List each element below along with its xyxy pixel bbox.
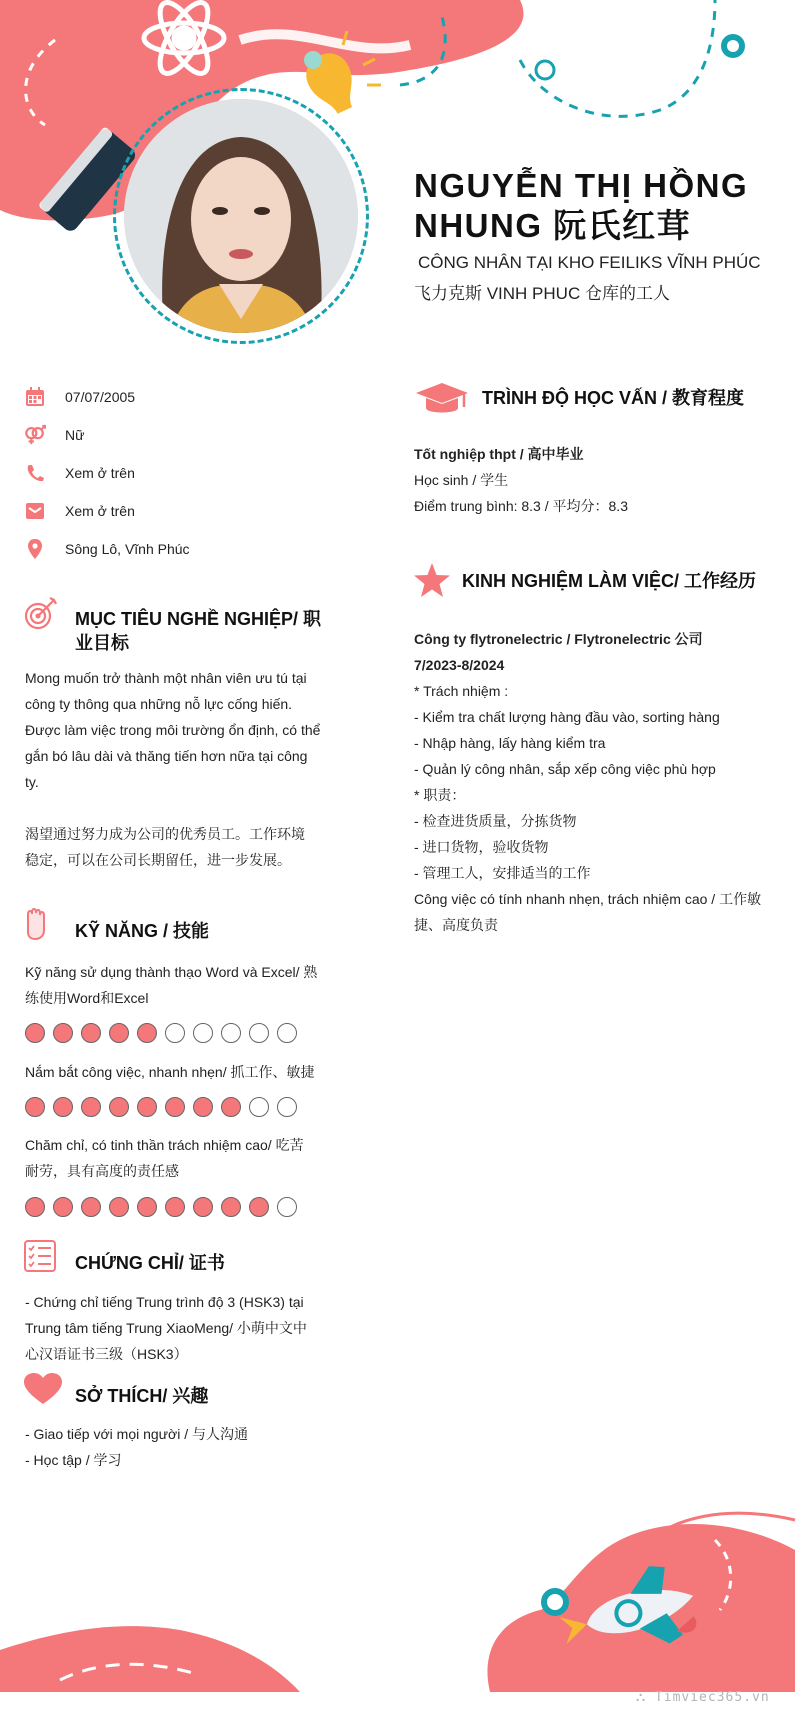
objective-line: 渴望通过努力成为公司的优秀员工。工作环境 [25,826,305,842]
rating-dot-empty [277,1023,297,1043]
skill-label-line: 练使用Word和Excel [25,990,149,1006]
certificate-line: Trung tâm tiếng Trung XiaoMeng/ 小萌中文中 [25,1320,307,1336]
rating-dot-filled [221,1097,241,1117]
objective-line: 稳定，可以在公司长期留任，进一步发展。 [25,852,291,868]
education-title: TRÌNH ĐỘ HỌC VẤN / 教育程度 [482,388,745,408]
experience-line: - 管理工人，安排适当的工作 [414,865,591,881]
rating-dot-filled [81,1097,101,1117]
rating-dot-empty [221,1023,241,1043]
profile-photo [124,99,358,333]
rating-dot-filled [25,1197,45,1217]
hobbies-text [25,1421,325,1473]
rating-dot-filled [193,1097,213,1117]
rating-dot-filled [81,1197,101,1217]
objective-title: MỤC TIÊU NGHỀ NGHIỆP/ 职业目标 [75,609,322,653]
email-icon [24,500,46,522]
location-text: Sông Lô, Vĩnh Phúc [65,541,190,557]
rating-dot-filled [137,1197,157,1217]
objective-line: Mong muốn trở thành một nhân viên ưu tú tại [25,670,307,686]
objective-line: công ty thông qua những nỗ lực cống hiến. [25,696,293,712]
rating-dot-filled [109,1023,129,1043]
objective-line [25,795,325,821]
experience-line: * 职责： [414,787,466,803]
skill-label-line: 耐劳，具有高度的责任感 [25,1163,179,1179]
education-line: Học sinh / 学生 [414,472,509,488]
experience-line: Công việc có tính nhanh nhẹn, trách nhiệm cao / 工作敏 [414,891,762,907]
certificates-text [25,1289,325,1367]
rating-dot-empty [193,1023,213,1043]
experience-line: - 检查进货质量，分拣货物 [414,813,577,829]
rating-dot-filled [165,1197,185,1217]
rating-dot-filled [221,1197,241,1217]
skill-label-line: Kỹ năng sử dụng thành thạo Word và Excel/ 熟 [25,964,318,980]
target-icon [24,596,58,630]
objective-line: ty. [25,774,39,790]
footer-decoration [0,1480,800,1711]
info-birthday [24,385,136,409]
location-icon [24,538,46,560]
skill-3-label [25,1132,325,1184]
hobby-line: - Giao tiếp với mọi người / 与人沟通 [25,1426,249,1442]
watermark: ⛬ Timviec365.vn [636,1690,770,1705]
skill-label-line: Nắm bắt công việc, nhanh nhẹn/ 抓工作、敏捷 [25,1064,315,1080]
gender-icon [24,424,46,446]
objective-line: Được làm việc trong môi trường ổn định, có thể [25,722,321,738]
rating-dot-filled [193,1197,213,1217]
objective-line: gắn bó lâu dài và thăng tiến hơn nữa tại công [25,748,308,764]
hobby-line: - Học tập / 学习 [25,1452,122,1468]
rating-dot-empty [249,1097,269,1117]
hobbies-title: SỞ THÍCH/ 兴趣 [75,1386,209,1406]
birthday-text: 07/07/2005 [65,389,136,405]
graduation-cap-icon [414,381,470,417]
certificates-title: CHỨNG CHỈ/ 证书 [75,1253,225,1273]
experience-period: 7/2023-8/2024 [414,657,505,673]
email-text: Xem ở trên [65,503,135,519]
education-school: Tốt nghiệp thpt / 高中毕业 [414,446,584,462]
skill-label-line: Chăm chỉ, có tinh thần trách nhiệm cao/ 吃苦 [25,1137,304,1153]
info-phone [24,461,135,485]
rating-dot-filled [109,1097,129,1117]
education-line: Điểm trung bình: 8.3 / 平均分：8.3 [414,498,628,514]
experience-line: - Nhập hàng, lấy hàng kiểm tra [414,735,606,751]
rating-dot-filled [81,1023,101,1043]
rating-dot-filled [249,1197,269,1217]
objective-text [25,665,325,873]
phone-icon [24,462,46,484]
info-location [24,537,190,561]
skill-3-rating [25,1197,297,1217]
rating-dot-filled [25,1097,45,1117]
skill-2-label [25,1059,325,1085]
experience-title: KINH NGHIỆM LÀM VIỆC/ 工作经历 [462,571,757,591]
checklist-icon [24,1240,56,1272]
fist-icon [24,908,48,940]
skill-1-rating [25,1023,297,1043]
rating-dot-empty [277,1197,297,1217]
experience-text [414,626,794,938]
rating-dot-filled [165,1097,185,1117]
rating-dot-filled [137,1097,157,1117]
gender-text: Nữ [65,427,85,443]
certificate-line: - Chứng chỉ tiếng Trung trình độ 3 (HSK3) tại [25,1294,304,1310]
profile-photo-frame [113,88,369,344]
rating-dot-filled [53,1023,73,1043]
skill-2-rating [25,1097,297,1117]
info-gender [24,423,85,447]
rating-dot-filled [109,1197,129,1217]
rating-dot-filled [53,1097,73,1117]
skill-1-label [25,959,325,1011]
phone-text: Xem ở trên [65,465,135,481]
portrait-placeholder-icon [124,99,358,333]
experience-line: - Quản lý công nhân, sắp xếp công việc phù hợp [414,761,716,777]
experience-line: 捷、高度负责 [414,917,498,933]
certificate-line: 心汉语证书三级（HSK3） [25,1346,188,1362]
experience-line: - Kiểm tra chất lượng hàng đầu vào, sorting hàng [414,709,720,725]
rating-dot-filled [137,1023,157,1043]
rating-dot-filled [53,1197,73,1217]
rating-dot-empty [165,1023,185,1043]
experience-line: - 进口货物，验收货物 [414,839,549,855]
rating-dot-filled [25,1023,45,1043]
job-title-vi: CÔNG NHÂN TẠI KHO FEILIKS VĨNH PHÚC [418,253,761,272]
experience-company: Công ty flytronelectric / Flytronelectric 公司 [414,631,703,647]
experience-line: * Trách nhiệm : [414,683,509,699]
candidate-name: NGUYỄN THỊ HỒNG NHUNG 阮氏红茸 [414,167,749,244]
rating-dot-empty [249,1023,269,1043]
rating-dot-empty [277,1097,297,1117]
star-icon [414,563,450,597]
heart-icon [24,1373,62,1405]
education-text [414,441,794,519]
info-email [24,499,135,523]
job-title-zh: 飞力克斯 VINH PHUC 仓库的工人 [414,284,670,303]
calendar-icon [24,386,46,408]
skills-title: KỸ NĂNG / 技能 [75,921,210,941]
